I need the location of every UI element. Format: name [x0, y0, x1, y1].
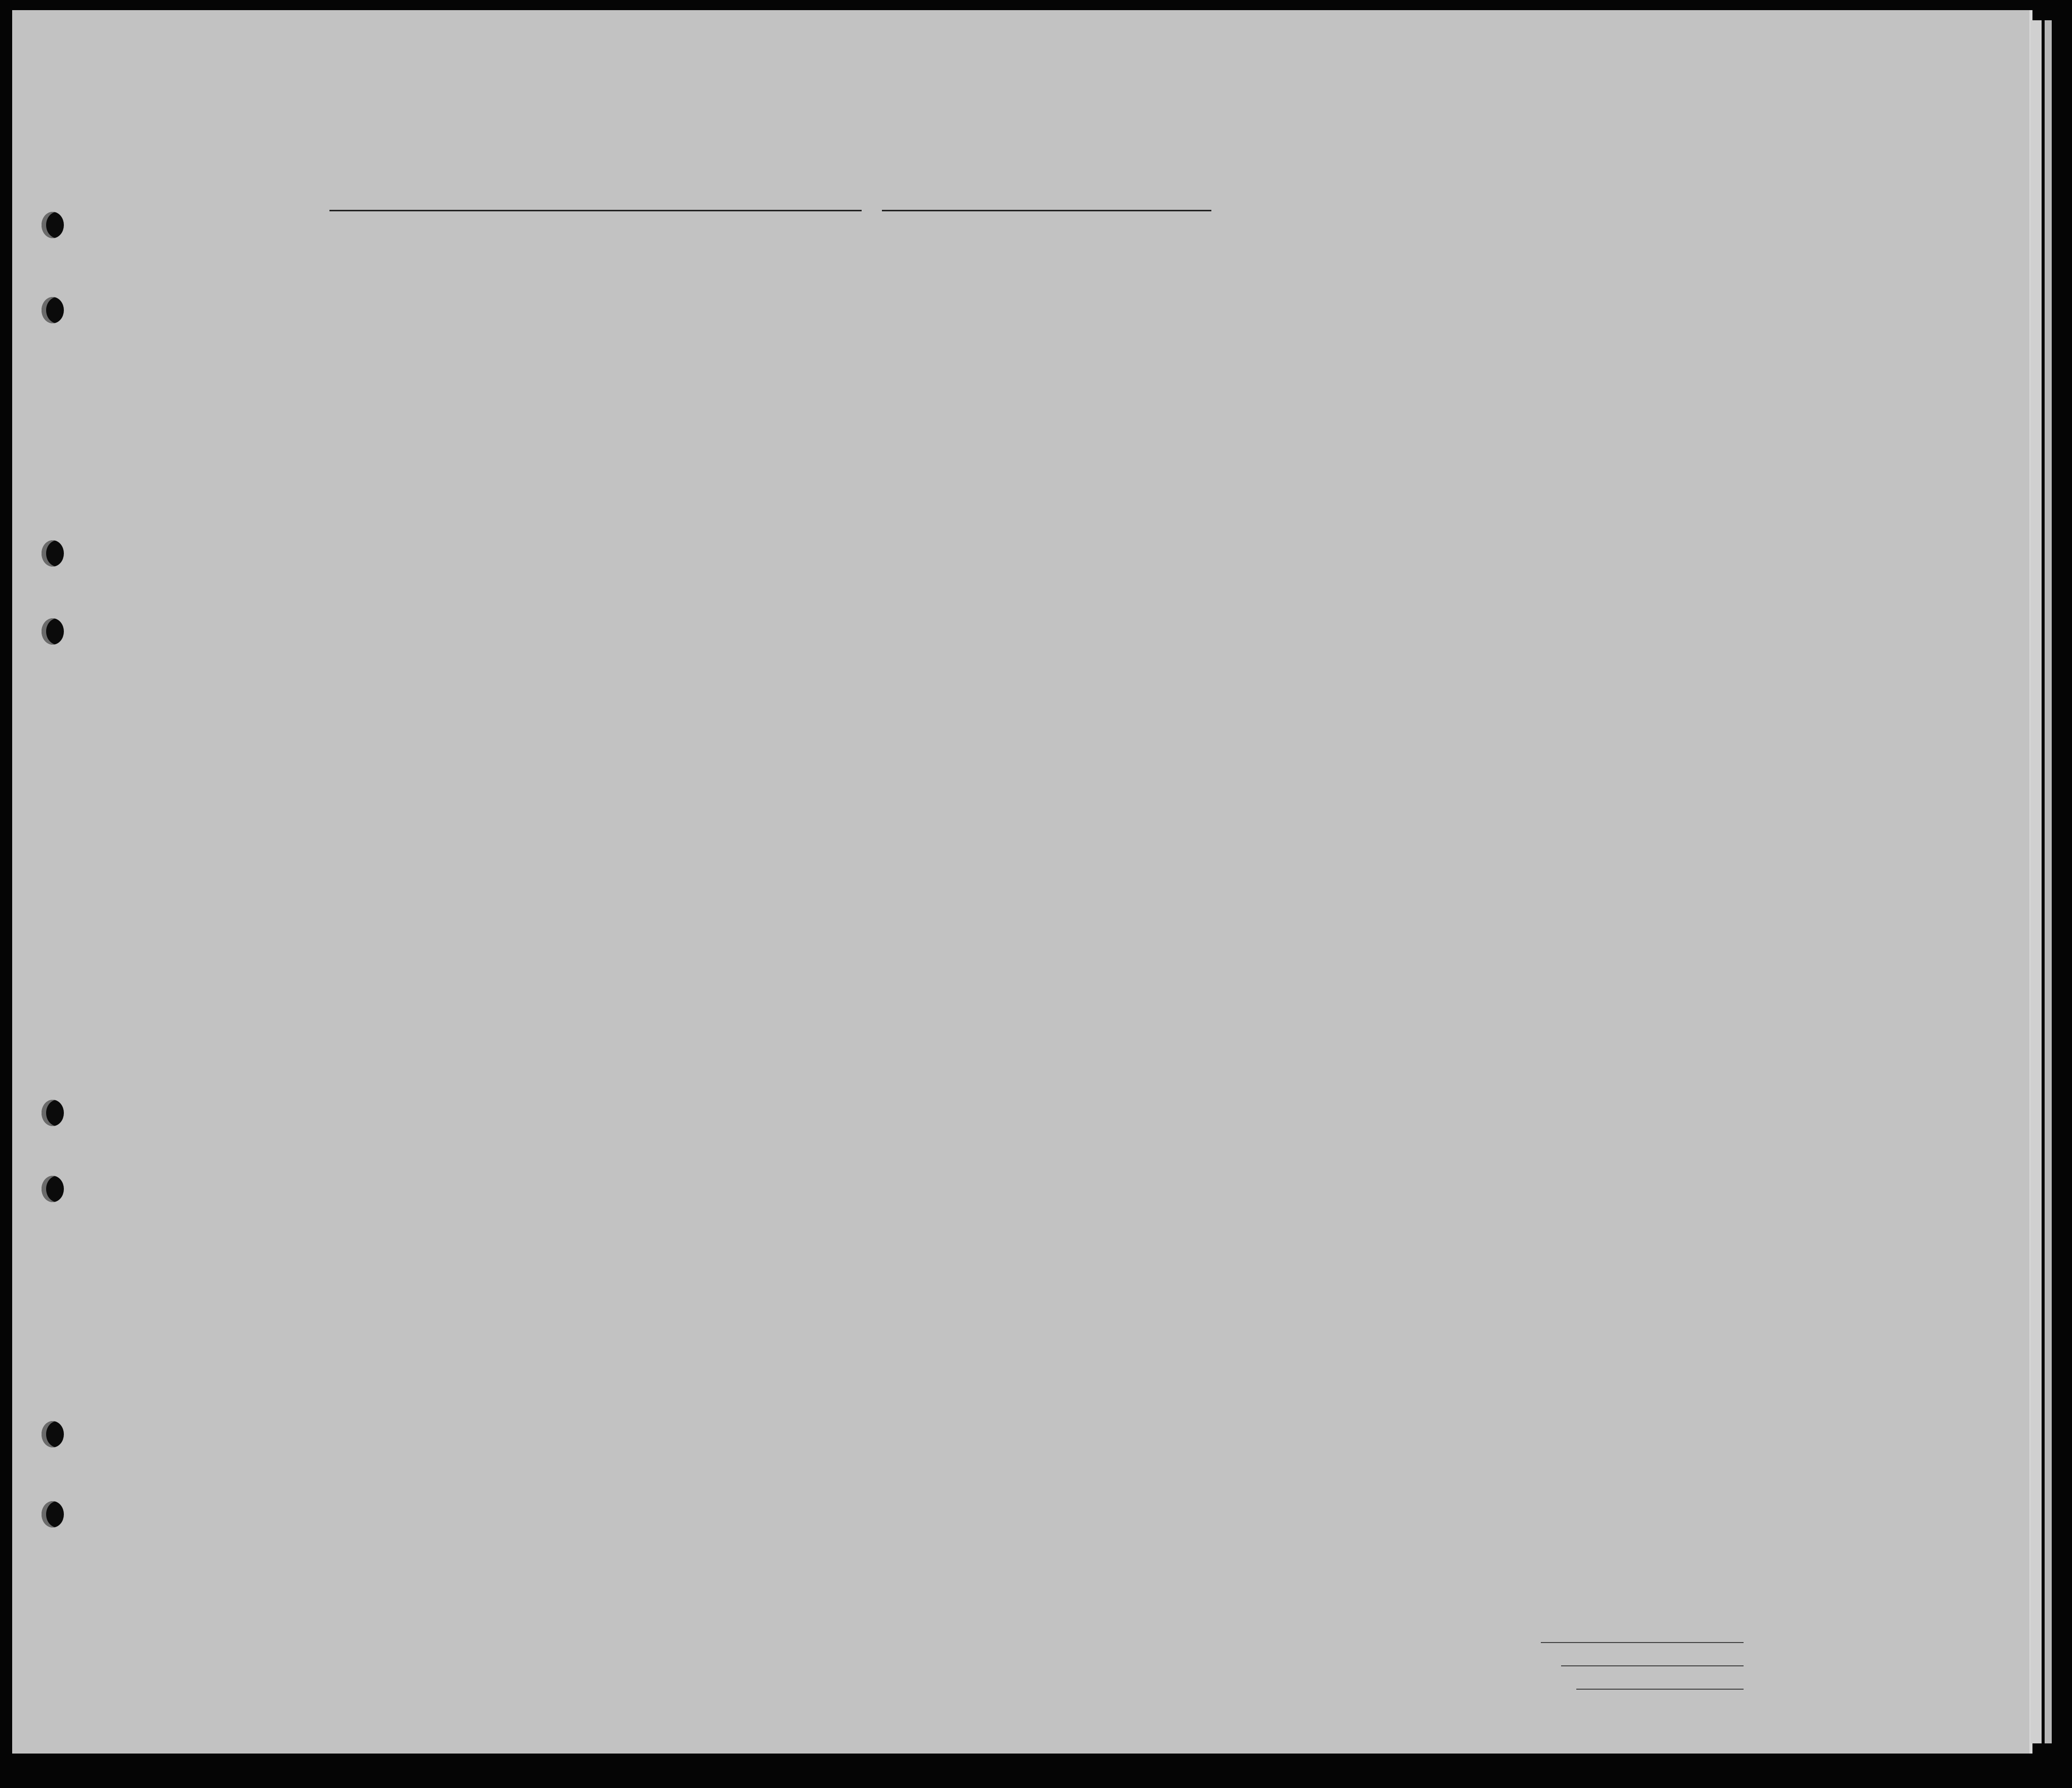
owners-underline	[1561, 1665, 1744, 1666]
local-agents-underline	[1576, 1689, 1744, 1690]
line-underline	[1541, 1642, 1744, 1643]
